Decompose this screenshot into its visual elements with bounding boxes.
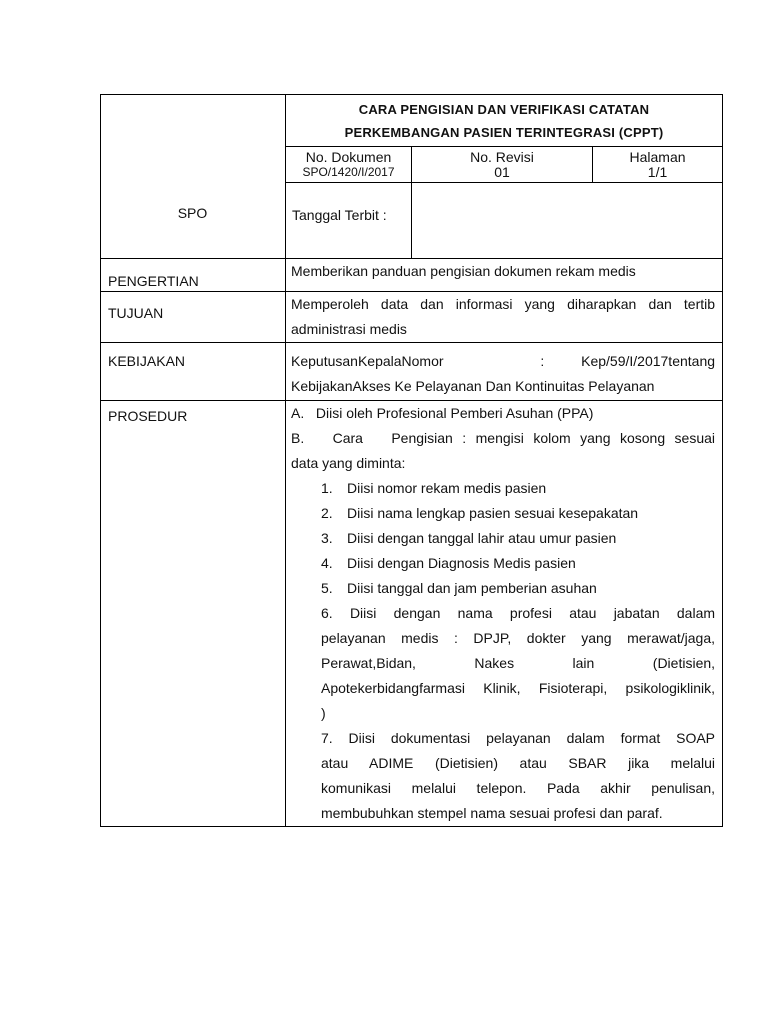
title-line-2: PERKEMBANGAN PASIEN TERINTEGRASI (CPPT) <box>344 125 664 140</box>
item-7-line-3: komunikasi melalui telepon. Pada akhir penulisan, <box>321 780 716 796</box>
pengertian-content <box>286 259 723 292</box>
item-6-line-5: ) <box>321 705 326 721</box>
tujuan-label-text: TUJUAN <box>108 305 164 321</box>
prosedur-b-line-1: B. Cara Pengisian : mengisi kolom yang kosong sesuai <box>291 430 716 446</box>
issue-date-value-cell <box>412 183 723 259</box>
kebijakan-label <box>101 343 286 401</box>
prosedur-label-text: PROSEDUR <box>108 408 188 424</box>
document-title <box>286 95 723 147</box>
spo-label: SPO <box>177 205 208 221</box>
issue-date-label: Tanggal Terbit : <box>292 207 387 223</box>
kebijakan-line-2: KebijakanAkses Ke Pelayanan Dan Kontinuitas Pelayanan <box>291 378 655 394</box>
revision-label: No. Revisi <box>470 149 534 165</box>
item-6-line-1: 6. Diisi dengan nama profesi atau jabatan dalam <box>321 605 716 621</box>
tujuan-label <box>101 292 286 343</box>
page-label: Halaman <box>629 149 686 165</box>
item-text: Diisi dengan tanggal lahir atau umur pasien <box>347 530 617 546</box>
item-6-line-3: Perawat,Bidan, Nakes lain (Dietisien, <box>321 655 716 671</box>
prosedur-content <box>286 401 723 827</box>
issue-date-cell <box>286 183 412 259</box>
prosedur-list <box>291 476 715 826</box>
tujuan-line-1: Memperoleh data dan informasi yang diharapkan dan tertib <box>291 296 716 312</box>
item-7-line-4: membubuhkan stempel nama sesuai profesi dan paraf. <box>321 805 663 821</box>
spo-label-overlay <box>100 205 285 221</box>
list-item <box>321 476 715 501</box>
revision-cell <box>412 147 593 183</box>
prosedur-a: A. Diisi oleh Profesional Pemberi Asuhan (PPA) <box>291 405 594 421</box>
kebijakan-part-b: : <box>540 353 545 369</box>
item-6-line-2: pelayanan medis : DPJP, dokter yang merawat/jaga, <box>321 630 716 646</box>
header-left-blank <box>101 95 286 259</box>
list-item <box>321 576 715 601</box>
revision-value: 01 <box>494 164 510 180</box>
pengertian-label <box>101 259 286 292</box>
list-item <box>321 551 715 576</box>
item-number: 1. <box>321 480 333 496</box>
page-cell <box>593 147 723 183</box>
kebijakan-part-c: Kep/59/I/2017tentang <box>581 353 716 369</box>
kebijakan-part-a: KeputusanKepalaNomor <box>291 353 444 369</box>
item-text: Diisi dengan Diagnosis Medis pasien <box>347 555 576 571</box>
spo-table <box>100 94 723 827</box>
list-item <box>321 501 715 526</box>
item-7-line-2: atau ADIME (Dietisien) atau SBAR jika melalui <box>321 755 716 771</box>
pengertian-text: Memberikan panduan pengisian dokumen rekam medis <box>291 263 636 279</box>
item-number: 5. <box>321 580 333 596</box>
list-item <box>321 526 715 551</box>
page-value: 1/1 <box>647 164 668 180</box>
kebijakan-line-1 <box>291 349 715 374</box>
spo-document <box>100 94 722 827</box>
item-6-line-4: Apotekerbidangfarmasi Klinik, Fisioterapi, psikologiklinik, <box>321 680 716 696</box>
title-line-1: CARA PENGISIAN DAN VERIFIKASI CATATAN <box>358 102 650 117</box>
tujuan-content <box>286 292 723 343</box>
pengertian-label-text: PENGERTIAN <box>108 273 199 289</box>
item-number: 4. <box>321 555 333 571</box>
kebijakan-content <box>286 343 723 401</box>
doc-number-value: SPO/1420/I/2017 <box>302 165 395 179</box>
tujuan-line-2: administrasi medis <box>291 321 407 337</box>
item-number: 3. <box>321 530 333 546</box>
kebijakan-label-text: KEBIJAKAN <box>108 353 186 369</box>
doc-number-cell <box>286 147 412 183</box>
item-text: Diisi nomor rekam medis pasien <box>347 480 547 496</box>
item-text: Diisi nama lengkap pasien sesuai kesepakatan <box>347 505 639 521</box>
prosedur-b-line-2: data yang diminta: <box>291 455 406 471</box>
item-text: Diisi tanggal dan jam pemberian asuhan <box>347 580 597 596</box>
item-7-line-1: 7. Diisi dokumentasi pelayanan dalam format SOAP <box>321 730 716 746</box>
doc-number-label: No. Dokumen <box>305 149 392 165</box>
prosedur-label <box>101 401 286 827</box>
item-number: 2. <box>321 505 333 521</box>
